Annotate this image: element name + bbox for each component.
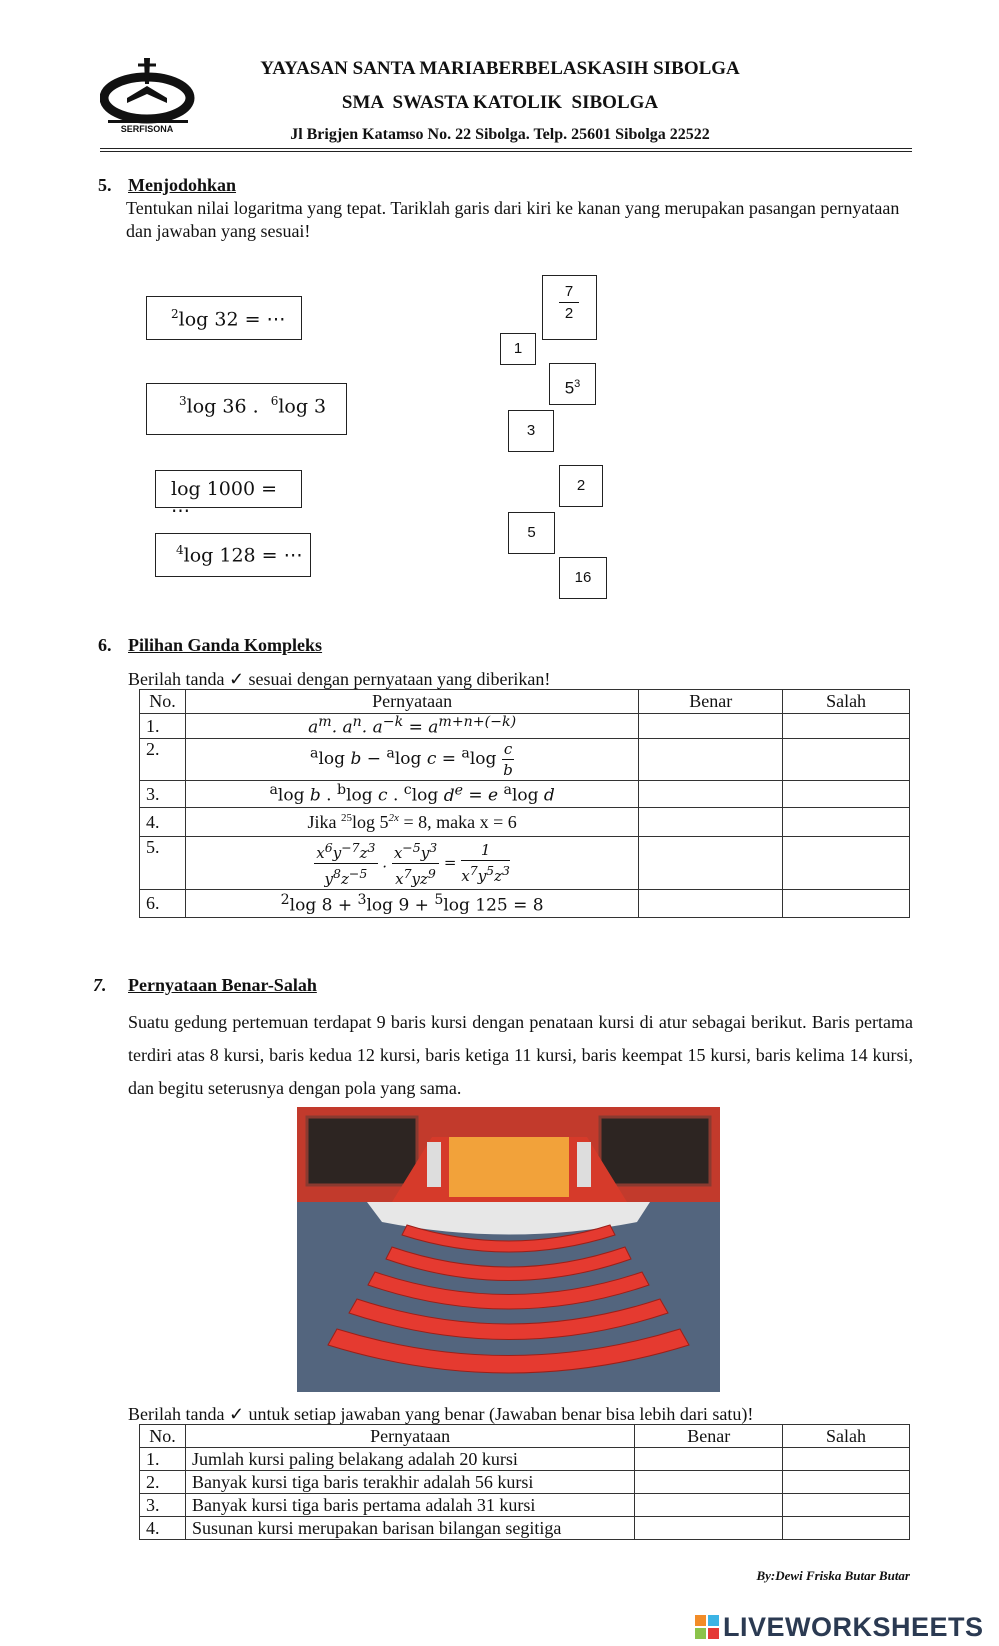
table-row (140, 837, 910, 890)
frac-denominator: 2 (564, 305, 574, 322)
row-statement: Banyak kursi tiga baris pertama adalah 31 kursi (185, 1494, 634, 1517)
section5-instruction: Tentukan nilai logaritma yang tepat. Tariklah garis dari kiri ke kanan yang merupakan pasangan pernyataan dan jawaban yang sesuai! (126, 198, 900, 241)
section7-instruction: Berilah tanda ✓ untuk setiap jawaban yang benar (Jawaban benar bisa lebih dari satu)! (128, 1404, 754, 1424)
row-statement: $^a$log b − $^a$log c = $^a$log $\frac{c}{b}$ (185, 739, 638, 781)
table-row (140, 808, 910, 837)
checkbox-true[interactable] (639, 739, 783, 781)
match-right-1[interactable]: 1 (500, 333, 536, 365)
checkbox-false[interactable] (783, 739, 910, 781)
match-left-2[interactable]: $^3$log 36 . $^6$log 3 (146, 383, 347, 435)
col-true: Benar (635, 1425, 783, 1448)
checkbox-true[interactable] (635, 1517, 783, 1540)
checkbox-false[interactable] (783, 781, 910, 808)
section6-title: Pilihan Ganda Kompleks (128, 635, 323, 655)
section5-title: Menjodohkan (128, 175, 237, 195)
section7-number: 7. (93, 975, 107, 995)
liveworksheets-logo[interactable] (695, 1612, 995, 1642)
col-false: Salah (783, 690, 910, 714)
liveworksheets-wordmark: LIVEWORKSHEETS (723, 1612, 984, 1642)
liveworksheets-icon (695, 1615, 719, 1639)
checkbox-false[interactable] (783, 1517, 910, 1540)
match-left-3[interactable]: log 1000 = ⋯ (155, 470, 302, 508)
row-statement: $a^m$. $a^n$. $a^{-k} = a^{m+n+(-k)}$ (185, 714, 638, 739)
school-address: Jl Brigjen Katamso No. 22 Sibolga. Telp. 25601 Sibolga 22522 (290, 126, 710, 143)
section7-table (139, 1424, 910, 1540)
table-row (140, 781, 910, 808)
checkbox-false[interactable] (783, 890, 910, 918)
table-row (140, 1471, 910, 1494)
checkbox-true[interactable] (635, 1494, 783, 1517)
row-no: 3. (140, 781, 186, 808)
checkbox-false[interactable] (783, 714, 910, 739)
checkbox-false[interactable] (783, 1494, 910, 1517)
checkbox-false[interactable] (783, 1448, 910, 1471)
logo-text: SERFISONA (120, 124, 174, 134)
table-row (140, 1494, 910, 1517)
checkbox-true[interactable] (639, 837, 783, 890)
row-no: 2. (140, 739, 186, 781)
section7-title: Pernyataan Benar-Salah (128, 975, 317, 995)
row-statement: $\frac{x^6y^{-7}z^3}{y^8z^{-5}}$ . $\frac{x^{-5}y^3}{x^7yz^9}$ = $\frac{1}{x^7y^5z^3}$ (185, 837, 638, 890)
col-no: No. (140, 1425, 186, 1448)
table-row (140, 739, 910, 781)
table-row (140, 1517, 910, 1540)
table-row (140, 1448, 910, 1471)
col-false: Salah (783, 1425, 910, 1448)
row-no: 4. (140, 808, 186, 837)
foundation-name: YAYASAN SANTA MARIABERBELASKASIH SIBOLGA (260, 58, 740, 79)
row-statement: Jika $^{25}$log $5^{2x} = 8$, maka x = 6 (185, 808, 638, 837)
checkbox-true[interactable] (639, 781, 783, 808)
section5-number: 5. (98, 175, 112, 195)
section7-paragraph: Suatu gedung pertemuan terdapat 9 baris kursi dengan penataan kursi di atur sebagai berikut. Baris pertama terdiri atas 8 kursi, baris kedua 12 kursi, baris ketiga 11 kursi, baris keempat 15 kursi, baris kelima 14 kursi, dan begitu seterusnya dengan pola yang sama. (128, 1012, 913, 1098)
checkbox-true[interactable] (639, 808, 783, 837)
section6-instruction: Berilah tanda ✓ sesuai dengan pernyataan yang diberikan! (128, 669, 551, 689)
row-no: 1. (140, 1448, 186, 1471)
header-divider (100, 148, 912, 152)
col-no: No. (140, 690, 186, 714)
table-row (140, 714, 910, 739)
auditorium-image (297, 1107, 720, 1392)
checkbox-false[interactable] (783, 808, 910, 837)
row-statement: Jumlah kursi paling belakang adalah 20 kursi (185, 1448, 634, 1471)
match-left-1[interactable]: $^2$log 32 = ⋯ (146, 296, 302, 340)
row-no: 5. (140, 837, 186, 890)
row-no: 3. (140, 1494, 186, 1517)
match-right-3[interactable]: 3 (508, 410, 554, 452)
row-statement: Banyak kursi tiga baris terakhir adalah 56 kursi (185, 1471, 634, 1494)
checkbox-true[interactable] (639, 890, 783, 918)
school-logo (100, 56, 195, 134)
table-row (140, 890, 910, 918)
match-right-16[interactable]: 16 (559, 557, 607, 599)
school-name: SMA SWASTA KATOLIK SIBOLGA (341, 92, 659, 113)
match-left-4[interactable]: $^4$log 128 = ⋯ (155, 533, 311, 577)
col-statement: Pernyataan (185, 1425, 634, 1448)
section6-table (139, 689, 910, 918)
section6-number: 6. (98, 635, 112, 655)
col-true: Benar (639, 690, 783, 714)
row-no: 1. (140, 714, 186, 739)
checkbox-true[interactable] (635, 1471, 783, 1494)
checkbox-true[interactable] (635, 1448, 783, 1471)
row-no: 6. (140, 890, 186, 918)
author-credit: By:Dewi Friska Butar Butar (756, 1568, 910, 1583)
row-statement: $^2$log 8 + $^3$log 9 + $^5$log 125 = 8 (185, 890, 638, 918)
checkbox-false[interactable] (783, 837, 910, 890)
frac-numerator: 7 (559, 282, 579, 303)
checkbox-true[interactable] (639, 714, 783, 739)
match-right-7-2[interactable] (542, 275, 597, 340)
match-right-5[interactable]: 5 (508, 512, 555, 554)
checkbox-false[interactable] (783, 1471, 910, 1494)
match-right-5-cubed[interactable]: $5^3$ (549, 363, 596, 405)
col-statement: Pernyataan (185, 690, 638, 714)
row-statement: $^a$log b . $^b$log c . $^c$log $d^e = e$ $^a$log d (185, 781, 638, 808)
row-no: 2. (140, 1471, 186, 1494)
match-right-2[interactable]: 2 (559, 465, 603, 507)
row-statement: Susunan kursi merupakan barisan bilangan segitiga (185, 1517, 634, 1540)
row-no: 4. (140, 1517, 186, 1540)
